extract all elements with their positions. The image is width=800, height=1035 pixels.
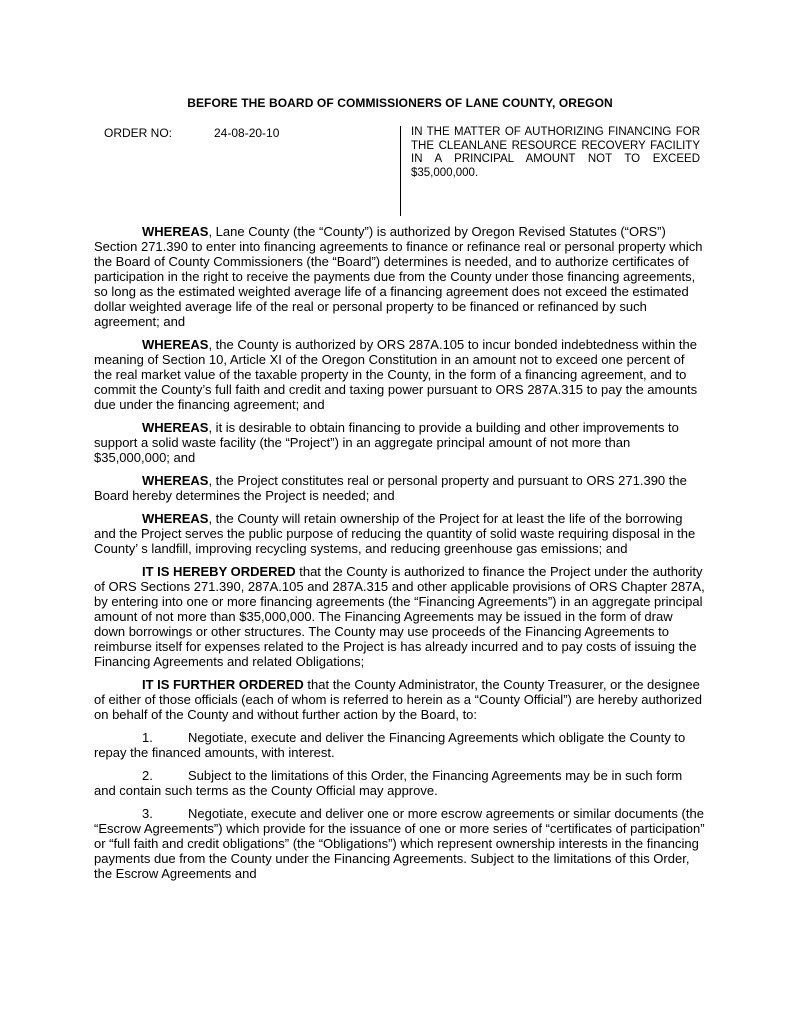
document-title: BEFORE THE BOARD OF COMMISSIONERS OF LANE COUNTY, OREGON: [187, 96, 613, 110]
paragraph-text: that the County is authorized to finance the Project under the authority of ORS Sections 271.390, 287A.105 and 287A.315 and other applicable provisions of ORS Chapter 287A, by entering into one or more financing agreements (the “Financing Agreements”) in an aggregate principal amount of not more than $35,000,000. The Financing Agreements may be issued in the form of draw down borrowings or other structures. The County may use proceeds of the Financing Agreements to reimburse itself for expenses related to the Project is has already incurred and to pay costs of issuing the Financing Agreements and related Obligations;: [94, 564, 705, 669]
paragraph-text: that the County Administrator, the County Treasurer, or the designee of either of those officials (each of whom is referred to herein as a “County Official”) are hereby authorized on behalf of the County and without further action by the Board, to:: [94, 677, 702, 722]
item-number: 1.: [142, 730, 153, 745]
document-body: [94, 224, 706, 889]
order-caption: [0, 126, 800, 218]
whereas-paragraph-5: [94, 511, 706, 556]
numbered-item-2: [94, 768, 706, 798]
item-text: Negotiate, execute and deliver the Financing Agreements which obligate the County to repay the financed amounts, with interest.: [94, 730, 686, 760]
item-number: 2.: [142, 768, 153, 783]
numbered-item-1: [94, 730, 706, 760]
paragraph-lead: IT IS HEREBY ORDERED: [142, 564, 296, 579]
whereas-paragraph-3: [94, 420, 706, 465]
paragraph-lead: WHEREAS: [142, 420, 209, 435]
paragraph-lead: IT IS FURTHER ORDERED: [142, 677, 304, 692]
hereby-ordered-paragraph: [94, 564, 706, 669]
in-the-matter-text: IN THE MATTER OF AUTHORIZING FINANCING FOR THE CLEANLANE RESOURCE RECOVERY FACILITY IN A PRINCIPAL AMOUNT NOT TO EXCEED $35,000,000.: [411, 126, 700, 179]
whereas-paragraph-4: [94, 473, 706, 503]
paragraph-text: , the Project constitutes real or personal property and pursuant to ORS 271.390 the Board hereby determines the Project is needed; and: [94, 473, 687, 503]
item-text: Subject to the limitations of this Order, the Financing Agreements may be in such form and contain such terms as the County Official may approve.: [94, 768, 683, 798]
whereas-paragraph-2: [94, 337, 706, 412]
paragraph-text: , the County is authorized by ORS 287A.105 to incur bonded indebtedness within the meaning of Section 10, Article XI of the Oregon Constitution in an amount not to exceed one percent of the real market value of the taxable property in the County, in the form of a financing agreement, and to commit the County’s full faith and credit and taxing power pursuant to ORS 287A.315 to pay the amounts due under the financing agreement; and: [94, 337, 698, 412]
whereas-paragraph-1: [94, 224, 706, 329]
paragraph-lead: WHEREAS: [142, 473, 209, 488]
item-text: Negotiate, execute and deliver one or more escrow agreements or similar documents (the “Escrow Agreements”) which provide for the issuance of one or more series of “certificates of participation” or “full faith and credit obligations” (the “Obligations”) which represent ownership interests in the financing payments due from the County under the Financing Agreements. Subject to the limitations of this Order, the Escrow Agreements and: [94, 806, 705, 881]
further-ordered-paragraph: [94, 677, 706, 722]
paragraph-text: , the County will retain ownership of the Project for at least the life of the borrowing and the Project serves the public purpose of reducing the quantity of solid waste requiring disposal in the County’ s landfill, improving recycling systems, and reducing greenhouse gas emissions; and: [94, 511, 696, 556]
paragraph-text: , it is desirable to obtain financing to provide a building and other improvements to support a solid waste facility (the “Project”) in an aggregate principal amount of not more than $35,000,000; and: [94, 420, 679, 465]
paragraph-lead: WHEREAS: [142, 337, 209, 352]
order-number-label: ORDER NO:: [104, 126, 173, 140]
paragraph-lead: WHEREAS: [142, 511, 209, 526]
numbered-item-3: [94, 806, 706, 881]
paragraph-text: , Lane County (the “County”) is authorized by Oregon Revised Statutes (“ORS”) Section 271.390 to enter into financing agreements to finance or refinance real or personal property which the Board of County Commissioners (the “Board”) determines is needed, and to authorize certificates of participation in the right to receive the payments due from the County under those financing agreements, so long as the estimated weighted average life of a financing agreement does not exceed the estimated dollar weighted average life of the real or personal property to be financed or refinanced by such agreement; and: [94, 224, 703, 329]
order-number-value: 24-08-20-10: [214, 126, 280, 140]
item-number: 3.: [142, 806, 153, 821]
paragraph-lead: WHEREAS: [142, 224, 209, 239]
caption-divider: [400, 126, 401, 216]
